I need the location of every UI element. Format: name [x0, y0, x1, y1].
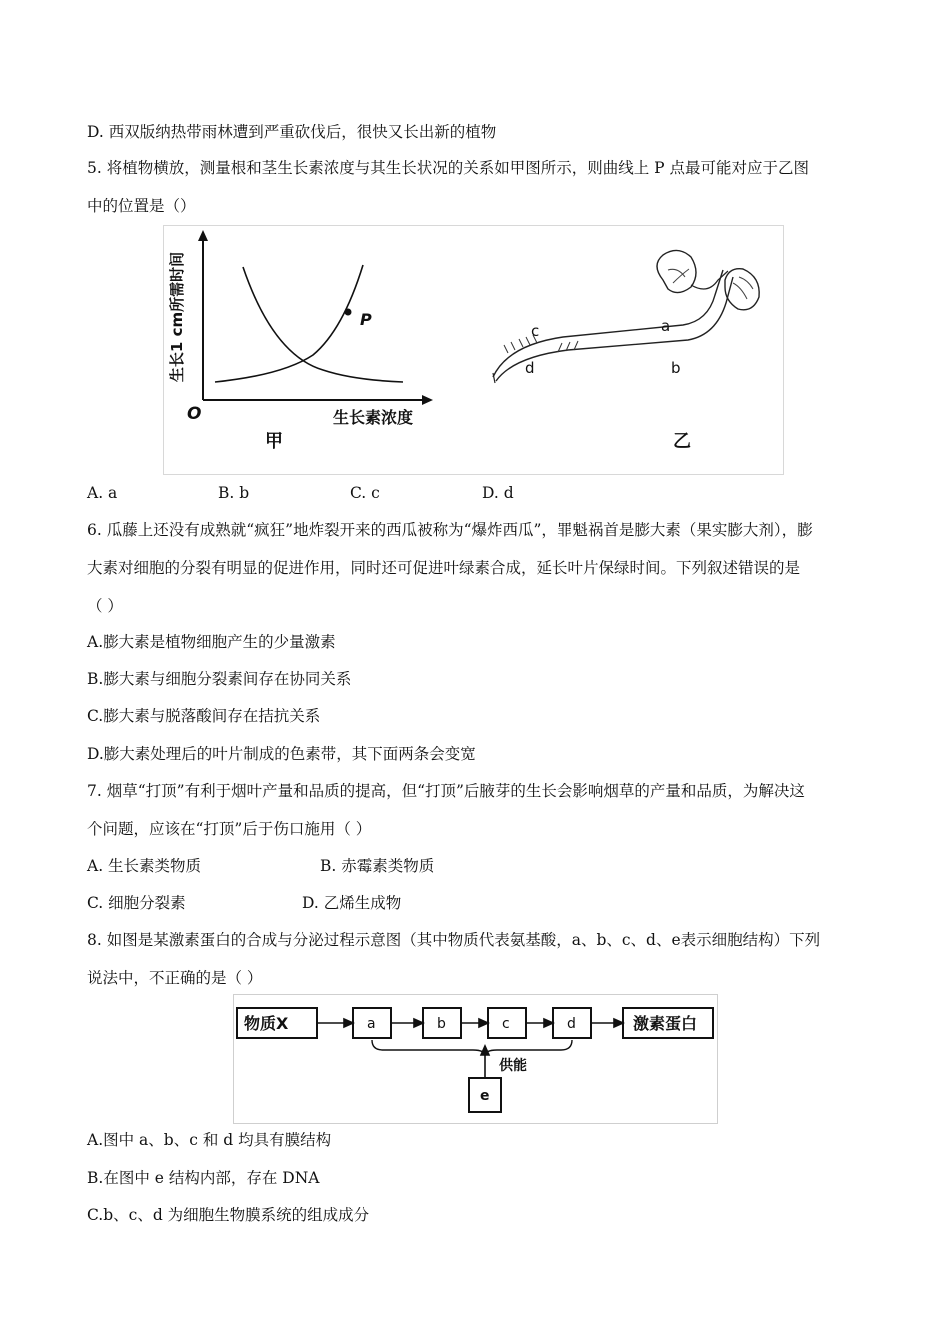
label-a: a [661, 317, 671, 335]
label-box-d: d [567, 1016, 576, 1032]
label-substance-x: 物质X [244, 1014, 289, 1033]
label-box-a: a [367, 1016, 376, 1032]
y-axis-arrow-icon [198, 230, 208, 241]
q7-option-b[interactable]: B. 赤霉素类物质 [320, 857, 435, 875]
label-box-c: c [502, 1016, 510, 1032]
label-b: b [671, 359, 681, 377]
label-box-b: b [437, 1016, 446, 1032]
graph-jia [168, 230, 433, 452]
caption-jia: 甲 [265, 431, 283, 452]
curve-root [243, 267, 403, 382]
ylabel-jia: 生长1 cm所需时间 [168, 251, 186, 383]
q8-option-a[interactable]: A.图中 a、b、c 和 d 均具有膜结构 [87, 1131, 332, 1149]
q5-option-a[interactable]: A. a [87, 484, 118, 502]
label-hormone-protein: 激素蛋白 [633, 1014, 698, 1033]
energy-brace [372, 1040, 572, 1056]
q4-option-d: D. 西双版纳热带雨林遭到严重砍伐后，很快又长出新的植物 [87, 123, 497, 141]
q7-option-c[interactable]: C. 细胞分裂素 [87, 894, 186, 912]
plant-yi [493, 250, 759, 452]
q6-option-c[interactable]: C.膨大素与脱落酸间存在拮抗关系 [87, 707, 321, 725]
origin-label: O [187, 404, 202, 424]
q8-option-c[interactable]: C.b、c、d 为细胞生物膜系统的组成成分 [87, 1206, 370, 1224]
q7-stem-line1: 7. 烟草“打顶”有利于烟叶产量和品质的提高，但“打顶”后腋芽的生长会影响烟草的产量和品质，为解决这 [87, 782, 805, 800]
point-p-label: P [360, 310, 372, 329]
q5-option-d[interactable]: D. d [482, 484, 514, 502]
q6-stem-line3: （ ） [87, 597, 123, 615]
q7-stem-line2: 个问题，应该在“打顶”后于伤口施用（ ） [87, 820, 372, 838]
x-axis-arrow-icon [422, 395, 433, 405]
q5-stem-line1: 5. 将植物横放，测量根和茎生长素浓度与其生长状况的关系如甲图所示，则曲线上 P 点最可能对应于乙图 [87, 159, 810, 177]
q5-option-b[interactable]: B. b [218, 484, 250, 502]
q5-stem-line2: 中的位置是（） [87, 197, 196, 215]
q6-stem-line2: 大素对细胞的分裂有明显的促进作用，同时还可促进叶绿素合成，延长叶片保绿时间。下列叙述错误的是 [87, 559, 801, 577]
xlabel-jia: 生长素浓度 [333, 408, 414, 427]
label-c: c [531, 322, 540, 340]
q8-stem-line2: 说法中，不正确的是（ ） [87, 969, 263, 987]
label-energy: 供能 [499, 1058, 527, 1074]
label-box-e: e [480, 1088, 490, 1104]
label-d: d [525, 359, 535, 377]
q6-option-b[interactable]: B.膨大素与细胞分裂素间存在协同关系 [87, 670, 352, 688]
q8-flow-diagram [233, 994, 718, 1124]
q8-stem-line1: 8. 如图是某激素蛋白的合成与分泌过程示意图（其中物质代表氨基酸，a、b、c、d、e表示细胞结构）下列 [87, 931, 821, 949]
q6-option-a[interactable]: A.膨大素是植物细胞产生的少量激素 [87, 633, 336, 651]
curve-stem [215, 265, 363, 382]
q6-option-d[interactable]: D.膨大素处理后的叶片制成的色素带，其下面两条会变宽 [87, 745, 476, 763]
q7-option-d[interactable]: D. 乙烯生成物 [302, 894, 402, 912]
point-p [345, 309, 352, 316]
q8-option-b[interactable]: B.在图中 e 结构内部，存在 DNA [87, 1169, 320, 1187]
q6-stem-line1: 6. 瓜藤上还没有成熟就“疯狂”地炸裂开来的西瓜被称为“爆炸西瓜”，罪魁祸首是膨大素（果实膨大剂），膨 [87, 521, 813, 539]
q5-option-c[interactable]: C. c [350, 484, 380, 502]
q7-option-a[interactable]: A. 生长素类物质 [87, 857, 202, 875]
caption-yi: 乙 [673, 431, 691, 452]
q5-figure [163, 225, 784, 475]
